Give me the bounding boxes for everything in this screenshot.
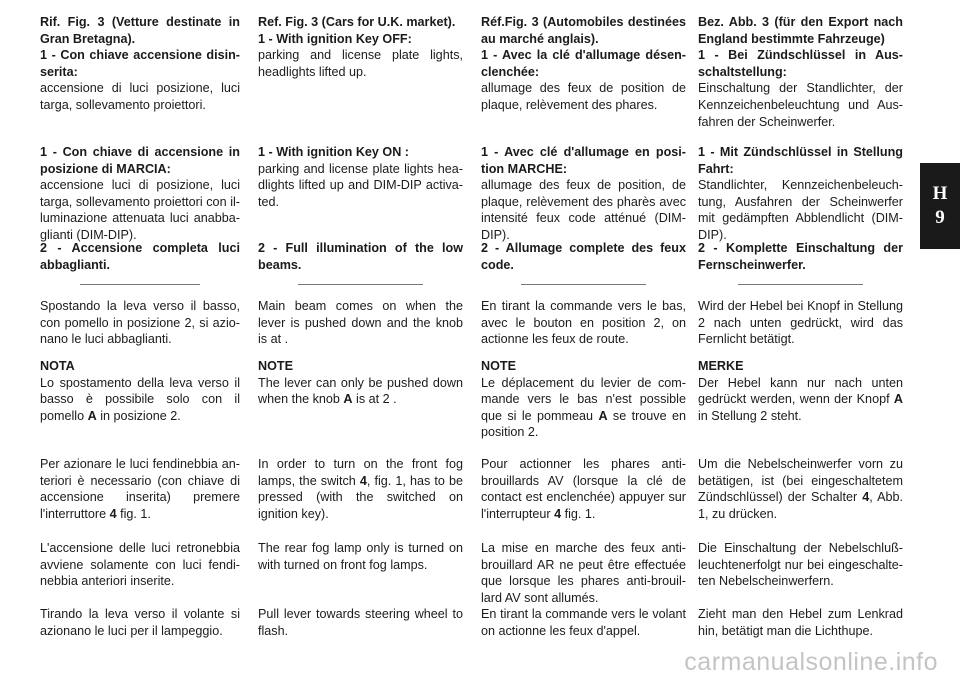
- section-body: Tirando la leva verso il volante si azionano le luci per il lampeggio.: [40, 607, 240, 638]
- section-heading: 2 - Full illumination of the low beams.: [258, 241, 463, 272]
- section-body: accensione luci di posizione, luci targa, sollevamento proiettori con illuminazione attenuata luci anabbaglianti (DIM-DIP).: [40, 178, 240, 242]
- section-s5: [258, 358, 463, 408]
- section-heading: 1 - Con chiave di accensione in posizione di MARCIA:: [40, 145, 240, 176]
- watermark: carmanualsonline.info: [684, 648, 938, 676]
- section-s4: [698, 298, 903, 348]
- separator-line: [80, 284, 200, 285]
- section-body: [258, 375, 463, 408]
- section-body: En tirant la commande vers le volant on actionne les feux d'appel.: [481, 607, 686, 638]
- section-body: Standlichter, Kennzeichenbeleuchtung, Ausfahren der Scheinwerfer mit gedämpften Abblendlicht (DIM-DIP).: [698, 178, 903, 242]
- body-bold-ref: A: [598, 408, 608, 423]
- section-body: Zieht man den Hebel zum Lenkrad hin, betätigt man die Lichthupe.: [698, 607, 903, 638]
- body-text: Der Hebel kann nur nach unten gedrückt werden, wenn der Knopf: [698, 375, 903, 407]
- body-bold-ref: A: [87, 408, 97, 423]
- body-text: fig. 1.: [116, 506, 151, 521]
- body-text: is at 2 .: [352, 392, 397, 407]
- section-body: allumage des feux de position, de plaque, relèvement des pharès avec intensité feux code atténué (DIM-DIP).: [481, 178, 686, 242]
- body-text: The lever can only be pushed down when the knob: [258, 375, 463, 407]
- body-text: , fig. 1, has to be pressed (with the switched on ignition key).: [258, 473, 463, 521]
- section-body: Spostando la leva verso il basso, con pomello in posizione 2, si azionano le luci abbaglianti.: [40, 299, 240, 347]
- section-heading: NOTA: [40, 359, 75, 373]
- section-heading: 1 - Mit Zündschlüssel in Stellung Fahrt:: [698, 145, 903, 176]
- section-s1: [258, 14, 463, 80]
- section-s2: [481, 144, 686, 244]
- section-s1: [698, 14, 903, 130]
- section-tab: [920, 163, 960, 249]
- section-s2: [40, 144, 240, 244]
- body-text: , Abb. 1, zu drücken.: [698, 490, 904, 521]
- section-s7: [40, 540, 240, 590]
- section-title: Bez. Abb. 3 (für den Export nach England bestimmte Fahrzeuge): [698, 15, 903, 46]
- section-s8: [40, 606, 240, 639]
- section-body: Pull lever towards steering wheel to flash.: [258, 607, 463, 638]
- body-text: Lo spostamento della leva verso il basso è possibile solo con il pomello: [40, 375, 240, 423]
- section-heading: NOTE: [258, 359, 293, 373]
- section-s5: [481, 358, 686, 441]
- section-s6: [258, 456, 463, 522]
- section-heading: 1 - Con chiave accensione disinserita:: [40, 48, 240, 79]
- body-text: Um die Nebelscheinwerfer vorn zu betätigen, ist (bei eingeschaltetem Zündschlüssel) der Schalter: [698, 457, 903, 505]
- section-body: La mise en marche des feux antibrouillard AR ne peut être effectuée que lorsque les phares anti-brouillard AV sont allumés.: [481, 541, 686, 605]
- body-text: in posizione 2.: [96, 408, 181, 423]
- body-text: Le déplacement du levier de commande vers le bas n'est possible que si le pommeau: [481, 375, 686, 423]
- section-s5: [40, 358, 240, 424]
- separator-line: [738, 284, 863, 285]
- section-s7: [481, 540, 686, 606]
- section-heading: 1 - Avec la clé d'allumage désenclenchée:: [481, 48, 686, 79]
- section-body: Einschaltung der Standlichter, der Kennzeichenbeleuchtung und Ausfahren der Scheinwerfer.: [698, 81, 903, 129]
- body-text: In order to turn on the front fog lamps, the switch: [258, 457, 463, 488]
- section-body: [698, 375, 903, 425]
- section-tab-letter: H: [932, 183, 948, 204]
- section-body: allumage des feux de position de plaque, relèvement des phares.: [481, 81, 686, 112]
- section-s5: [698, 358, 903, 424]
- section-s2: [258, 144, 463, 210]
- body-text: se trouve en position 2.: [481, 408, 686, 440]
- section-body: [481, 375, 686, 441]
- body-bold-ref: 4: [554, 506, 562, 521]
- section-body: En tirant la commande vers le bas, avec le bouton en position 2, on actionne les feux de route.: [481, 299, 686, 347]
- section-heading: 1 - Avec clé d'allumage en position MARCHE:: [481, 145, 686, 176]
- section-title: Ref. Fig. 3 (Cars for U.K. market).: [258, 15, 456, 29]
- section-s7: [258, 540, 463, 573]
- section-body: parking and license plate lights, headlights lifted up.: [258, 48, 463, 79]
- body-bold-ref: 4: [359, 473, 367, 488]
- section-s1: [40, 14, 240, 114]
- body-bold-ref: A: [893, 392, 903, 407]
- section-s4: [40, 298, 240, 348]
- section-s3: [258, 240, 463, 273]
- section-title: Rif. Fig. 3 (Vetture destinate in Gran Bretagna).: [40, 15, 240, 46]
- section-s1: [481, 14, 686, 114]
- body-text: Pour actionner les phares antibrouillards AV (lorsque la clé de contact est enclenchée) appuyer sur l'interrupteur: [481, 457, 686, 521]
- section-tab-number: 9: [935, 207, 945, 228]
- section-title: Réf.Fig. 3 (Automobiles destinées au marché anglais).: [481, 15, 686, 46]
- section-s2: [698, 144, 903, 244]
- separator-line: [521, 284, 646, 285]
- section-s8: [698, 606, 903, 639]
- section-s6: [40, 456, 240, 522]
- section-body: [40, 375, 240, 425]
- section-s4: [258, 298, 463, 348]
- section-s3: [481, 240, 686, 273]
- section-body: accensione di luci posizione, luci targa, sollevamento proiettori.: [40, 81, 240, 112]
- body-bold-ref: 4: [862, 490, 870, 505]
- section-heading: 2 - Komplette Einschaltung der Fernscheinwerfer.: [698, 241, 903, 272]
- section-body: L'accensione delle luci retronebbia avviene solamente con luci fendinebbia anteriori inserite.: [40, 541, 240, 589]
- body-text: in Stellung 2 steht.: [698, 408, 802, 423]
- separator-line: [298, 284, 423, 285]
- section-s7: [698, 540, 903, 590]
- section-heading: 1 - With ignition Key ON :: [258, 145, 410, 159]
- section-body: [258, 456, 463, 522]
- section-body: The rear fog lamp only is turned on with turned on front fog lamps.: [258, 541, 463, 572]
- section-s3: [40, 240, 240, 273]
- section-body: [698, 456, 903, 522]
- section-s3: [698, 240, 903, 273]
- section-heading: 1 - With ignition Key OFF:: [258, 31, 412, 46]
- section-s6: [698, 456, 903, 522]
- body-bold-ref: 4: [109, 506, 117, 521]
- body-text: Per azionare le luci fendinebbia anteriori è necessario (con chiave di accensione inserita) premere l'interruttore: [40, 457, 240, 521]
- section-s8: [258, 606, 463, 639]
- body-bold-ref: A: [343, 392, 353, 407]
- section-body: Die Einschaltung der Nebelschlußleuchtenerfolgt nur bei eingeschalteten Nebelscheinwerfern.: [698, 541, 903, 589]
- body-text: fig. 1.: [561, 506, 596, 521]
- section-body: [481, 456, 686, 522]
- section-s6: [481, 456, 686, 522]
- section-heading: MERKE: [698, 359, 744, 373]
- section-heading: 2 - Accensione completa luci abbaglianti.: [40, 241, 240, 272]
- section-body: Wird der Hebel bei Knopf in Stellung 2 nach unten gedrückt, wird das Fernlicht betätigt.: [698, 299, 903, 347]
- section-heading: NOTE: [481, 359, 516, 373]
- section-body: parking and license plate lights headlights lifted up and DIM-DIP activated.: [258, 161, 463, 209]
- section-body: Main beam comes on when the lever is pushed down and the knob is at .: [258, 299, 463, 347]
- section-heading: 1 - Bei Zündschlüssel in Ausschaltstellung:: [698, 48, 903, 79]
- section-body: [40, 456, 240, 522]
- section-s8: [481, 606, 686, 639]
- section-s4: [481, 298, 686, 348]
- section-heading: 2 - Allumage complete des feux code.: [481, 241, 686, 272]
